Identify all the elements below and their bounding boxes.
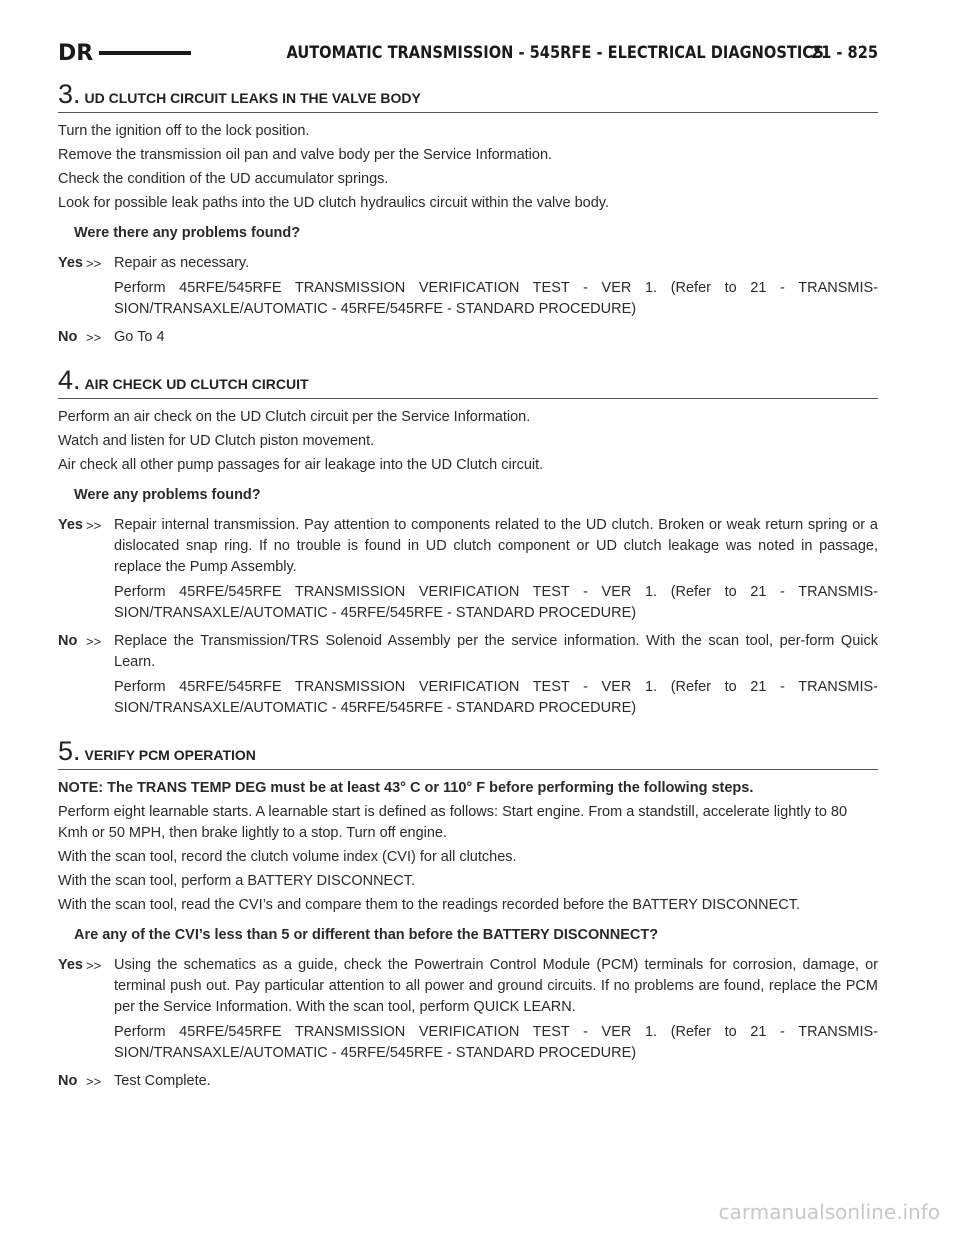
- step-heading: [58, 737, 878, 770]
- instruction-text: With the scan tool, perform a BATTERY DISCONNECT.: [58, 873, 415, 889]
- answer-text: Test Complete.: [114, 1073, 211, 1089]
- question-text: Are any of the CVI’s less than 5 or different than before the BATTERY DISCONNECT?: [74, 927, 659, 943]
- step-section: [58, 737, 878, 1096]
- step-title: AIR CHECK UD CLUTCH CIRCUIT: [84, 376, 309, 392]
- instruction-text: Look for possible leak paths into the UD clutch hydraulics circuit within the valve body.: [58, 195, 610, 211]
- answer-text: Perform 45RFE/545RFE TRANSMISSION VERIFICATION TEST - VER 1. (Refer to 21 - TRANSMIS-SION/TRANSAXLE/AUTOMATIC - 45RFE/545RFE - STANDARD PROCEDURE): [114, 584, 878, 621]
- answer-yes-label: Yes: [58, 255, 83, 271]
- instruction-text: Perform an air check on the UD Clutch circuit per the Service Information.: [58, 409, 531, 425]
- step-number: 4.: [58, 365, 81, 395]
- answer-text: Repair internal transmission. Pay attention to components related to the UD clutch. Broken or weak return spring or a dislocated snap ring. If no trouble is found in UD clutch component or UD clutch leakage was noted in passage, replace the Pump Assembly.: [114, 517, 878, 575]
- step-title: UD CLUTCH CIRCUIT LEAKS IN THE VALVE BODY: [84, 90, 421, 106]
- answer-text: Using the schematics as a guide, check the Powertrain Control Module (PCM) terminals for corrosion, damage, or terminal push out. Pay particular attention to all power and ground circuits. If no problems are found, replace the PCM per the Service Information. With the scan tool, perform QUICK LEARN.: [114, 957, 878, 1015]
- instruction-text: Remove the transmission oil pan and valve body per the Service Information.: [58, 147, 553, 163]
- answer-yes-body: [114, 515, 878, 628]
- arrow-marker: >>: [86, 958, 102, 973]
- header-title: AUTOMATIC TRANSMISSION - 545RFE - ELECTRICAL DIAGNOSTICS: [286, 43, 824, 63]
- step-section: [58, 80, 878, 352]
- step-title: VERIFY PCM OPERATION: [84, 747, 256, 763]
- answer-text: Perform 45RFE/545RFE TRANSMISSION VERIFICATION TEST - VER 1. (Refer to 21 - TRANSMIS-SION/TRANSAXLE/AUTOMATIC - 45RFE/545RFE - STANDARD PROCEDURE): [114, 679, 878, 716]
- answer-no: [58, 631, 878, 723]
- arrow-marker: >>: [86, 634, 102, 649]
- answer-yes-body: [114, 955, 878, 1068]
- instruction-text: Turn the ignition off to the lock position.: [58, 123, 310, 139]
- instruction-text: Perform eight learnable starts. A learnable start is defined as follows: Start engine. From a standstill, accelerate lightly to 80 Kmh or 50 MPH, then brake lightly to a stop. Turn off engine.: [58, 804, 848, 841]
- answer-no: [58, 1071, 878, 1096]
- answer-text: Repair as necessary.: [114, 255, 250, 271]
- answer-yes-label: Yes: [58, 517, 83, 533]
- instruction-text: Air check all other pump passages for air leakage into the UD Clutch circuit.: [58, 457, 544, 473]
- watermark: carmanualsonline.info: [718, 1200, 940, 1224]
- arrow-marker: >>: [86, 330, 102, 345]
- answer-no-body: [114, 327, 878, 352]
- arrow-marker: >>: [86, 256, 102, 271]
- arrow-marker: >>: [86, 1074, 102, 1089]
- instruction-text: With the scan tool, record the clutch volume index (CVI) for all clutches.: [58, 849, 517, 865]
- answer-yes: [58, 955, 878, 1068]
- page-header: [58, 36, 878, 70]
- step-heading: [58, 366, 878, 399]
- answer-no-body: [114, 631, 878, 723]
- document-body: [58, 80, 878, 1110]
- step-number: 5.: [58, 736, 81, 766]
- instruction-text: Watch and listen for UD Clutch piston movement.: [58, 433, 375, 449]
- question-text: Were any problems found?: [74, 487, 261, 503]
- answer-yes: [58, 515, 878, 628]
- header-code: DR: [58, 40, 94, 66]
- step-heading: [58, 80, 878, 113]
- instruction-text: With the scan tool, read the CVI’s and compare them to the readings recorded before the BATTERY DISCONNECT.: [58, 897, 801, 913]
- header-rule: [99, 51, 191, 55]
- answer-yes-label: Yes: [58, 957, 83, 973]
- answer-no: [58, 327, 878, 352]
- answer-text: Go To 4: [114, 329, 165, 345]
- answer-text: Perform 45RFE/545RFE TRANSMISSION VERIFICATION TEST - VER 1. (Refer to 21 - TRANSMIS-SION/TRANSAXLE/AUTOMATIC - 45RFE/545RFE - STANDARD PROCEDURE): [114, 1024, 878, 1061]
- question-text: Were there any problems found?: [74, 225, 301, 241]
- answer-yes: [58, 253, 878, 324]
- step-section: [58, 366, 878, 723]
- arrow-marker: >>: [86, 518, 102, 533]
- answer-no-label: No: [58, 633, 78, 649]
- answer-yes-body: [114, 253, 878, 324]
- answer-text: Replace the Transmission/TRS Solenoid Assembly per the service information. With the scan tool, per-form Quick Learn.: [114, 633, 878, 670]
- note-text: NOTE: The TRANS TEMP DEG must be at least 43° C or 110° F before performing the following steps.: [58, 780, 754, 796]
- page-number: 21 - 825: [810, 43, 878, 63]
- instruction-text: Check the condition of the UD accumulator springs.: [58, 171, 389, 187]
- answer-no-label: No: [58, 329, 78, 345]
- answer-text: Perform 45RFE/545RFE TRANSMISSION VERIFICATION TEST - VER 1. (Refer to 21 - TRANSMIS-SION/TRANSAXLE/AUTOMATIC - 45RFE/545RFE - STANDARD PROCEDURE): [114, 280, 878, 317]
- step-number: 3.: [58, 79, 81, 109]
- answer-no-body: [114, 1071, 878, 1096]
- answer-no-label: No: [58, 1073, 78, 1089]
